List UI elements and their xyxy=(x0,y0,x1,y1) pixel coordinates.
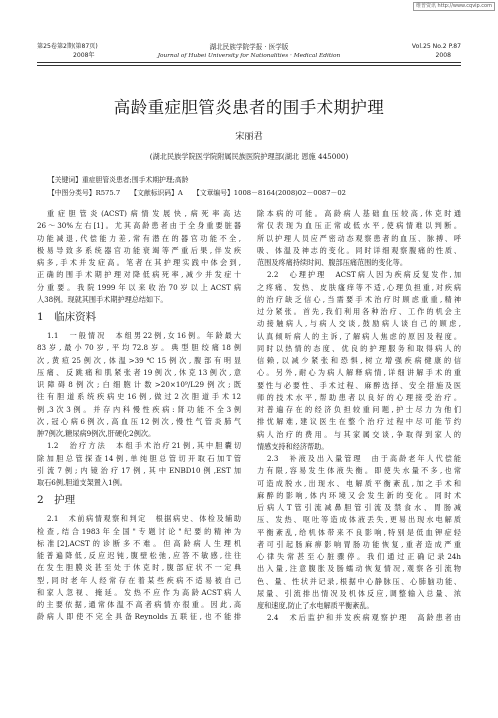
text-line: 过分紧张。首先,我们利用各种治疗、工作的机会主 xyxy=(257,307,461,316)
header-volume-cn: 第25卷第2期(第87页) xyxy=(37,43,98,50)
text-line: 往有胆道系统疾病史16例,做过2次胆道手术12 xyxy=(37,392,241,402)
text-line: 情感支持和经济帮助。 xyxy=(257,441,329,451)
watermark-stamp: 维普资讯 http://www.cqvip.com xyxy=(413,2,495,11)
text-line: 同时以热情的态度、优良的护理服务和取得病人的 xyxy=(257,343,461,353)
text-line: 正确的围手术期护理对降低病死率,减少并发症十 xyxy=(37,270,241,280)
text-line: 识障碍8例次;白细胞计数>20×10⁹/L29例次;既 xyxy=(37,380,241,389)
text-line: 对普遍存在的经济负担较重问题,护士尽力为他们 xyxy=(257,405,461,414)
text-line: 分重要。我院1999年以来收治70岁以上ACST病 xyxy=(37,282,241,292)
text-line: 之疼痛、发热、皮肤瘙痒等不适,心理负担重,对疾病 xyxy=(257,282,461,292)
text-line: 功能减退,代偿能力差,常有潜在的器官功能不全, xyxy=(37,233,241,243)
text-line: 能普遍降低,反应迟钝,腹壁松弛,应答不敏感,往往 xyxy=(37,551,241,560)
text-line: 出入量,注意腹胀及肠蠕动恢复情况,观察各引流物 xyxy=(257,564,461,574)
article-title: 高龄重症胆管炎患者的围手术期护理 xyxy=(113,98,385,117)
text-line: 所以护理人员应严密动态观察患者的血压、脉搏、呼 xyxy=(257,233,461,243)
text-line: 例,3次3例。并存内科慢性疾病:肾功能不全3例 xyxy=(37,404,241,414)
text-line: 力有限,容易发生体液失衡。即使失水量不多,也常 xyxy=(257,466,461,476)
text-line: 范围及疼痛持续时间、腹部压痛范围的变化等。 xyxy=(257,258,407,267)
text-line: 病人治疗的费用。与其家属交谈,争取得到家人的 xyxy=(257,429,461,439)
text-line: 2.4 术后监护和并发疾病观察护理 高龄患者由 xyxy=(267,613,461,623)
header-rule-thin xyxy=(37,65,461,66)
header-journal-en: Journal of Hubei University for Nationalities · Medical Edition xyxy=(157,53,341,59)
text-line: 取石6例,胆道支架置入1例。 xyxy=(37,478,127,487)
text-line: 肿7例次,糖尿病9例次,肝硬化2例次。 xyxy=(37,429,156,438)
section-heading: 2 护理 xyxy=(37,494,76,507)
text-line: 排忧解难,建议医生在整个治疗过程中尽可能节约 xyxy=(257,417,461,427)
text-line: 和家人忽视、掩延。发热不应作为高龄ACST病人 xyxy=(37,587,241,597)
text-line: 的治疗缺乏信心,当需要手术治疗时顾虑重重,精神 xyxy=(257,294,461,304)
text-line: 人38例。现就其围手术期护理总结如下。 xyxy=(37,294,168,304)
text-line: 病多,手术并发症高。笔者在其护理实践中体会到, xyxy=(37,258,241,267)
text-line: 者可引起肠麻痹影响胃肠功能恢复,重者造成严重 xyxy=(257,539,461,549)
text-line: 26～30%左右[1]。尤其高龄患者由于全身重要脏器 xyxy=(37,221,241,231)
text-line: 除加胆总管探查14例,单纯胆总管切开取石加T管 xyxy=(37,453,241,463)
text-line: 度和速度,防止了水电解质平衡紊乱。 xyxy=(257,601,374,610)
text-line: 龄病人即使不完全具备Reynolds五联征,也不能排 xyxy=(37,612,241,622)
text-line: 型,同时老年人经常存在着某些疾病不适易被自己 xyxy=(37,575,241,585)
text-line: 心律失常甚至心脏骤停。我们通过正确记录24h xyxy=(257,552,461,561)
text-line: 1.2 治疗方法 本组手术治疗21例,其中胆囊切 xyxy=(47,441,241,451)
text-line: 除本病的可能。高龄病人基础血压较高,休克时通 xyxy=(257,209,461,218)
text-line: 次,冠心病6例次,高血压12例次,慢性气管炎肺气 xyxy=(37,416,241,426)
author-affiliation: (湖北民族学院医学院附属民族医院护理部(湖北 恩施 445000) xyxy=(149,152,349,161)
text-line: 认真倾听病人的主诉,了解病人焦虑的原因及程度。 xyxy=(257,331,461,341)
text-line: 信赖,以减少紧张和恐惧,树立增强疾病健康的信 xyxy=(257,356,461,365)
classification-line: 【中图分类号】R575.7 【文献标识码】A 【文章编号】1008－8164(2008)02－0087－02 xyxy=(48,189,346,197)
text-line: 可造成脱水,出现水、电解质平衡紊乱,加之手术和 xyxy=(257,478,461,488)
section-heading: 1 临床资料 xyxy=(37,311,97,323)
text-line: 标准[2],ACST的诊断多不难。但高龄病人生理机 xyxy=(37,538,241,548)
text-line: 平衡紊乱,给机体带来不良影响,特别是低血钾症轻 xyxy=(257,527,461,537)
text-line: 次,黄疸25例次,体温>39℃15例次,腹部有明显 xyxy=(37,355,241,365)
text-line: 83岁,最小70岁,平均72.8岁。典型胆绞痛18例 xyxy=(37,343,241,353)
text-line: 动接触病人,与病人交谈,鼓励病人谈自己的顾虑, xyxy=(257,319,461,329)
text-line: 重症胆管炎(ACST)病情发展快,病死率高达 xyxy=(47,209,241,218)
text-line: 2.1 术前病情观察和判定 根据病史、体检及辅助 xyxy=(47,514,241,524)
text-line: 2.2 心理护理 ACST病人因为疾病反复发作,加 xyxy=(267,270,461,280)
article-author: 宋丽君 xyxy=(235,131,263,142)
text-line: 压、发热、呕吐等造成体液丢失,更易出现水电解质 xyxy=(257,515,461,525)
text-line: 极易导致多系统器官功能衰竭等严重后果,伴发疾 xyxy=(37,245,241,255)
keywords-line: 【关键词】重症胆管炎患者;围手术期护理;高龄 xyxy=(48,176,189,184)
text-line: 师的技术水平,帮助患者以良好的心理接受治疗。 xyxy=(257,392,461,402)
text-line: 后病人T管引流减鼻胆管引流及禁食水、胃肠减 xyxy=(257,503,461,512)
text-line: 的主要依据,通常体温不高者病情亦很重。因此,高 xyxy=(37,600,241,609)
header-rule xyxy=(37,62,461,63)
header-year-en: 2008 xyxy=(435,52,451,59)
text-line: 检查,结合1983年全国"专题讨论"纪要的精神为 xyxy=(37,526,241,536)
header-year-cn: 2008年 xyxy=(73,52,95,59)
header-volume-en: Vol.25 No.2 P.87 xyxy=(411,43,461,50)
text-line: 尿量、引流排出情况及机体反应,调整输入总量、浓 xyxy=(257,588,461,598)
text-line: 在发生胆膜炎甚至处于休克时,腹部症状不一定典 xyxy=(37,563,241,573)
text-line: 心。另外,耐心为病人解释病情,详细讲解手术的重 xyxy=(257,368,461,378)
text-line: 要性与必要性、手术过程、麻醉选择、安全措施及医 xyxy=(257,380,461,390)
text-line: 1.1 一般情况 本组男22例,女16例。年龄最大 xyxy=(47,331,241,340)
text-line: 引流7例;内镜治疗17例,其中ENBD10例,EST加 xyxy=(37,465,241,475)
text-line: 2.3 补液及出入量管理 由于高龄老年人代偿能 xyxy=(267,454,461,463)
header-journal-cn: 湖北民族学院学报 · 医学版 xyxy=(209,43,289,51)
text-line: 压痛、反跳痛和肌紧张者19例次,休克13例次,意 xyxy=(37,367,241,377)
text-line: 色、量、性状并记录,根据中心静脉压、心肺脑功能、 xyxy=(257,576,461,586)
text-line: 吸、体温及神志的变化。同时详细观察腹痛的性质、 xyxy=(257,245,461,255)
text-line: 常仅表现为血压正常或低水平,使病情难以判断。 xyxy=(257,221,461,231)
text-line: 麻醉的影响,体内环境又会发生新的变化。同时术 xyxy=(257,490,461,500)
